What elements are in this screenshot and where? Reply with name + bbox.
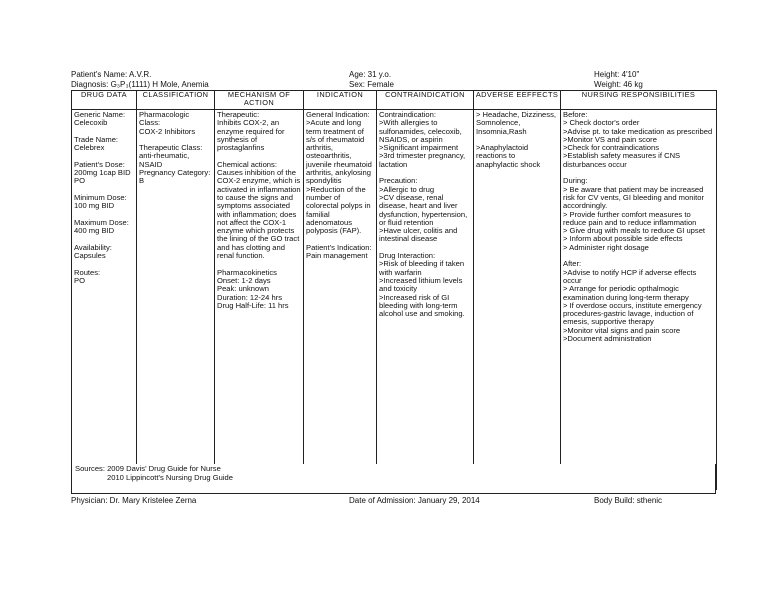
contraindications: Contraindication: >With allergies to sulfonamides, celecoxib, NSAIDS, or aspirin >Significant impairment >3rd trimester pregnancy, lactation — [379, 110, 466, 169]
source-line-1: Sources: 2009 Davis' Drug Guide for Nurse — [75, 464, 221, 473]
indication-cell — [304, 110, 377, 490]
admission-date: Date of Admission: January 29, 2014 — [349, 496, 480, 505]
nursing-before: Before: > Check doctor's order >Advise pt. to take medication as prescribed >Monitor VS and pain score >Check for contraindications >Establish safety measures if CNS disturbances occur — [563, 110, 713, 169]
availability: Availability: Capsules — [74, 242, 112, 261]
trade-name: Trade Name: Celebrex — [74, 134, 119, 153]
patient-sex: Sex: Female — [349, 80, 394, 89]
precautions: Precaution: >Allergic to drug >CV disease, renal disease, heart and liver dysfunction, hypertension, or fluid retention >Have ulcer, colitis and intestinal disease — [379, 176, 468, 244]
body-build: Body Build: sthenic — [594, 496, 663, 505]
patient-indication: Patient's Indication: Pain management — [306, 242, 374, 261]
patient-name: Patient's Name: A.V.R. — [71, 70, 152, 79]
maximum-dose: Maximum Dose: 400 mg BID — [74, 217, 129, 236]
therapeutic-action: Therapeutic: Inhibits COX-2, an enzyme required for synthesis of prostaglanfins — [217, 110, 285, 153]
pharmacologic-class: Pharmacologic Class: COX-2 Inhibitors — [139, 110, 196, 136]
sources-box — [71, 464, 716, 494]
classification-cell — [137, 110, 215, 490]
col-header-nursing: NURSING RESPONSIBILITIES — [561, 91, 717, 110]
adverse-effects-common: > Headache, Dizziness, Somnolence, Insomnia,Rash — [476, 110, 559, 136]
col-header-classification: CLASSIFICATION — [137, 91, 215, 110]
patient-dose: Patient's Dose: 200mg 1cap BID PO — [74, 159, 131, 186]
general-indication: General Indication: >Acute and long term treatment of s/s of rheumatoid arthritis, osteoarthritis, juvenile rheumatoid arthritis, ankylosing spondylitis >Reduction of the number of colorectal polyps in familial adenomatous polyposis (FAP). — [306, 110, 372, 236]
physician: Physician: Dr. Mary Kristelee Zerna — [71, 496, 197, 505]
col-header-adverse-effects: ADVERSE EEFFECTS — [474, 91, 561, 110]
table-row — [72, 110, 717, 490]
source-line-2: 2010 Lippincott's Nursing Drug Guide — [107, 472, 233, 482]
pregnancy-category: Pregnancy Category: B — [139, 168, 213, 186]
col-header-drug-data: DRUG DATA — [72, 91, 137, 110]
drug-data-cell — [72, 110, 137, 490]
chemical-actions: Chemical actions: Causes inhibition of the COX-2 enzyme, which is activated in inflammation to cause the signs and symptoms associated with inflammation; does not affect the COX-1 enzyme which protects the lining of the GO tract and has clotting and renal function. — [217, 159, 301, 261]
nursing-cell — [561, 110, 717, 490]
pharmacokinetics: Pharmacokinetics Onset: 1-2 days Peak: unknown Duration: 12-24 hrs Drug Half-Life: 11 hrs — [217, 267, 289, 310]
generic-name: Generic Name: Celecoxib — [74, 110, 126, 128]
routes: Routes: PO — [74, 267, 101, 285]
patient-height: Height: 4'10" — [594, 70, 640, 79]
patient-weight: Weight: 46 kg — [594, 80, 643, 89]
col-header-mechanism: MECHANISM OF ACTION — [215, 91, 304, 110]
contraindication-cell — [377, 110, 474, 490]
drug-interactions: Drug Interaction: >Risk of bleeding if taken with warfarin >Increased lithium levels and toxicity >Increased risk of GI bleeding with long-term alcohol use and smoking. — [379, 251, 465, 319]
adverse-effects-cell — [474, 110, 561, 490]
patient-age: Age: 31 y.o. — [349, 70, 392, 79]
minimum-dose: Minimum Dose: 100 mg BID — [74, 192, 127, 211]
adverse-effects-severe: >Anaphylactoid reactions to anaphylactic shock — [476, 143, 541, 169]
mechanism-cell — [215, 110, 304, 490]
nursing-after: After: >Advise to notify HCP if adverse effects occur > Arrange for periodic opthalmogic examination during long-term therapy > If overdose occurs, institute emergency procedures-gastric lavage, induction of emesis, supportive therapy >Monitor vital signs and pain score >Document administration — [563, 259, 702, 344]
therapeutic-class: Therapeutic Class: anti-rheumatic, NSAID — [139, 143, 205, 169]
nursing-during: During: > Be aware that patient may be increased risk for CV vents, GI bleeding and monitor accordningly. > Provide further comfort measures to reduce pain and to reduce inflammation > Give drug with meals to reduce GI upset > Inform about possible side effects > Administer right dosage — [563, 176, 706, 252]
col-header-indication: INDICATION — [304, 91, 377, 110]
table-header-row — [72, 91, 717, 110]
diagnosis: Diagnosis: G₃P₃(1111) H Mole, Anemia — [71, 80, 209, 89]
drug-study-table — [71, 90, 717, 490]
col-header-contraindication: CONTRAINDICATION — [377, 91, 474, 110]
